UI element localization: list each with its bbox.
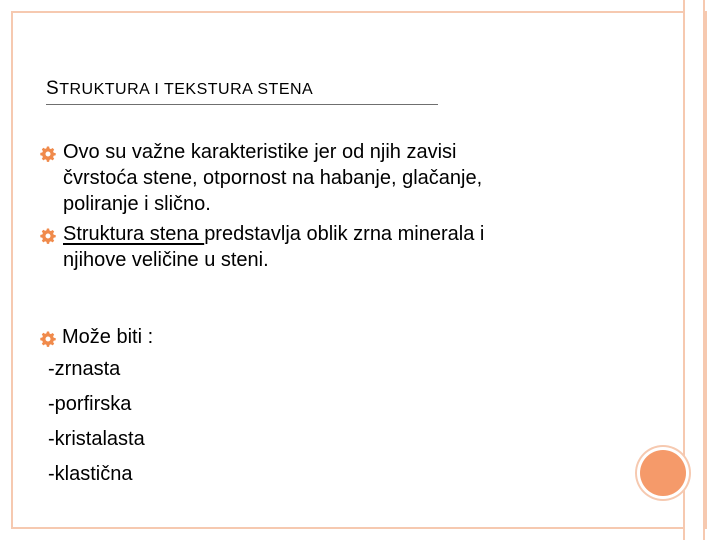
bullet-3-text: Može biti : — [62, 326, 154, 348]
bullet-1-line-2: čvrstoća stene, otpornost na habanje, glačanje, — [63, 167, 483, 189]
title-first-letter: S — [46, 78, 60, 99]
bullet-2-underlined: Struktura stena — [63, 223, 205, 245]
bullet-1-line-3: poliranje i slično. — [63, 193, 211, 215]
list-item: -kristalasta — [48, 428, 145, 450]
slide-title — [46, 78, 313, 100]
gear-icon — [40, 225, 56, 241]
bullet-2-line-1-rest: predstavlja oblik zrna minerala i — [204, 223, 485, 245]
gear-icon — [40, 328, 56, 344]
bullet-1-line-1: Ovo su važne karakteristike jer od njih zavisi — [63, 141, 457, 163]
decorative-circle — [640, 450, 686, 496]
title-rest: TRUKTURA I TEKSTURA STENA — [59, 81, 314, 98]
decorative-side-bar — [683, 0, 705, 540]
bullet-2-line-2: njihove veličine u steni. — [63, 249, 269, 271]
list-item: -klastična — [48, 463, 133, 485]
list-item: -zrnasta — [48, 358, 121, 380]
gear-icon — [40, 143, 56, 159]
title-underline — [46, 104, 438, 105]
list-item: -porfirska — [48, 393, 132, 415]
